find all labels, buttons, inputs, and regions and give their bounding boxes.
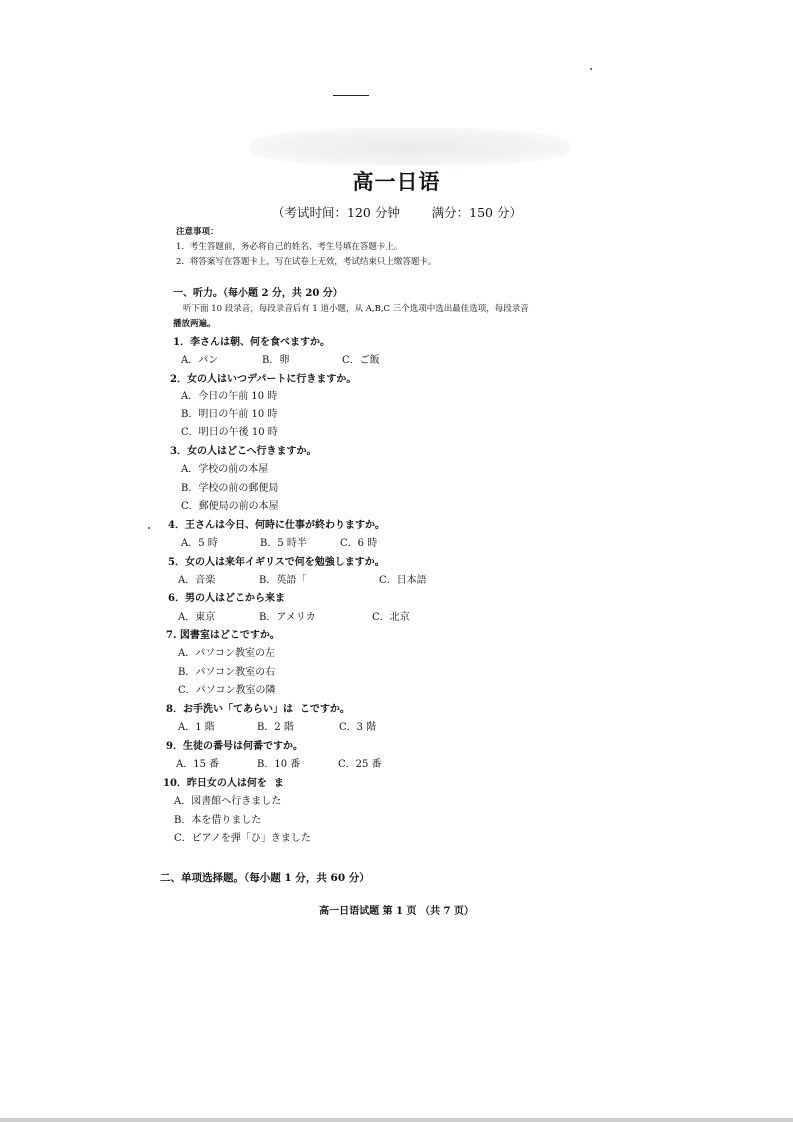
section1-instruction-line2: 播放两遍。 [173,319,216,329]
question-5-option-a: A．音楽 [178,575,216,586]
question-7-option-b: B．パソコン教室の右 [178,667,276,678]
exam-subtitle: （考试时间：120 分钟 满分：150 分） [272,205,522,220]
section1-heading: 一、听力。（每小题 2 分，共 20 分） [173,288,343,299]
question-10-option-a: A．図書館へ行きました [174,796,282,807]
question-10-option-b: B．本を借りました [174,815,262,826]
question-8-option-b: B．2 階 [257,722,294,733]
question-1-option-c: C．ご飯 [342,355,380,366]
question-7: 7. 図書室はどこですか。 [166,630,280,641]
question-6: 6．男の人はどこから来ま [168,593,285,604]
notice-item-2: 2．将答案写在答题卡上，写在试卷上无效，考试结束只上缴答题卡。 [176,257,437,267]
question-8-option-c: C．3 階 [339,722,377,733]
question-3-option-b: B．学校の前の郵便局 [181,483,279,494]
question-3-option-c: C．郵便局の前の本屋 [181,501,279,512]
notice-label: 注意事项： [176,227,219,237]
question-5: 5．女の人は来年イギリスで何を勉強しますか。 [168,557,385,568]
question-3-option-a: A．学校の前の本屋 [181,464,269,475]
question-9: 9．生徒の番号は何番ですか。 [166,741,303,752]
page-footer: 高一日语试题 第 1 页 （共 7 页） [319,906,474,917]
section2-heading: 二、单项选择题。（每小题 1 分，共 60 分） [160,872,370,884]
question-4: 4．王さんは今日、何時に仕事が終わりますか。 [168,520,385,531]
scan-smudge [250,128,570,166]
question-8: 8．お手洗い「てあらい」は こですか。 [166,704,350,715]
scan-speck [148,527,150,529]
question-9-option-b: B．10 番 [257,759,301,770]
question-8-option-a: A．1 階 [178,722,215,733]
question-6-option-b: B．アメリカ [259,612,316,623]
question-6-option-a: A．東京 [178,612,216,623]
question-3: 3．女の人はどこへ行きますか。 [170,446,317,457]
question-4-option-a: A．5 時 [181,538,218,549]
question-5-option-b: B．英語「 [259,575,307,586]
question-10: 10．昨日女の人は何を ま [163,778,284,789]
question-6-option-c: C．北京 [372,612,410,623]
top-rule [333,95,369,96]
question-1-option-b: B．卵 [262,355,290,366]
question-2-option-c: C．明日の午後 10 時 [181,427,278,438]
question-5-option-c: C．日本語 [379,575,427,586]
question-1: 1．李さんは朝、何を食べますか。 [173,337,330,348]
question-2: 2．女の人はいつデパートに行きますか。 [170,374,357,385]
question-1-option-a: A．パン [181,355,219,366]
section1-instruction-line1: 听下面 10 段录音，每段录音后有 1 道小题，从 A,B,C 三个选项中选出最佳选项，每段录音 [183,304,529,314]
question-10-option-c: C．ピアノを弾「ひ」きました [174,833,311,844]
scan-speck [590,68,592,70]
exam-title: 高一日语 [352,169,441,194]
question-2-option-b: B．明日の午前 10 時 [181,409,278,420]
question-7-option-c: C．パソコン教室の隣 [178,685,276,696]
scan-bottom-edge [0,1118,793,1122]
question-4-option-b: B．5 時半 [260,538,307,549]
question-9-option-a: A．15 番 [176,759,220,770]
question-2-option-a: A．今日の午前 10 時 [181,391,278,402]
question-7-option-a: A．パソコン教室の左 [178,648,276,659]
question-4-option-c: C．6 時 [340,538,378,549]
question-9-option-c: C．25 番 [338,759,382,770]
notice-item-1: 1．考生答题前，务必将自己的姓名、考生号填在答题卡上。 [176,242,403,252]
